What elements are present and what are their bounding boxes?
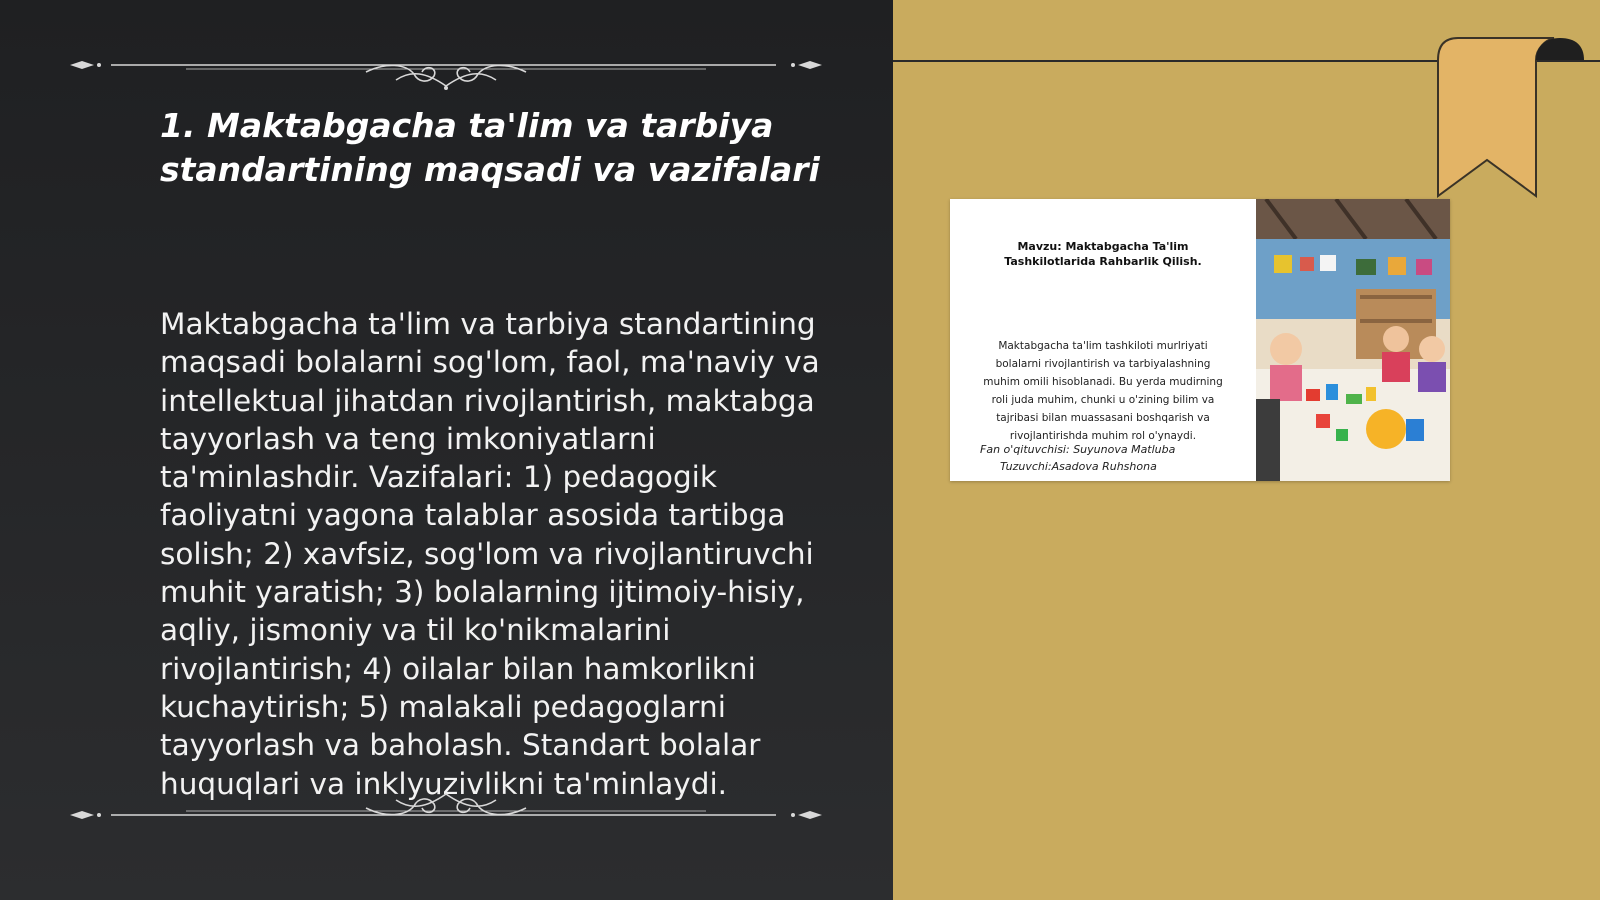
ornament-divider-icon [66,50,826,90]
slide-body-text: Maktabgacha ta'lim va tarbiya standartining maqsadi bolalarni sog'lom, faol, ma'naviy va intellektual jihatdan rivojlantirish, maktabga tayyorlash va teng imkoniyatlarni ta'minlashdir. Vazifalari: 1) pedagogik faoliyatni yagona talablar asosida tartibga solish; 2) xavfsiz, sog'lom va rivojlantiruvchi muhit yaratish; 3) bolalarning ijtimoiy-hisiy, aqliy, jismoniy va til ko'nikmalarini rivojlantirish; 4) oilalar bilan hamkorlikni kuchaytirish; 5) malakali pedagoglarni tayyorlash va baholash. Standart bolalar huquqlari va inklyuzivlikni ta'minlaydi. [160,307,820,801]
bookmark-ribbon-icon [1436,34,1586,204]
thumbnail-teacher: Fan o'qituvchisi: Suyunova Matluba [980,443,1176,456]
kindergarten-photo-icon [1256,199,1450,481]
thumbnail-text-area [950,199,1256,481]
thumbnail-author: Tuzuvchi:Asadova Ruhshona [1000,460,1157,473]
presentation-thumbnail [950,199,1450,481]
ornament-divider-icon [66,790,826,830]
thumbnail-title: Mavzu: Maktabgacha Ta'lim Tashkilotlarida Rahbarlik Qilish. [1004,240,1202,268]
slide-title: 1. Maktabgacha ta'lim va tarbiya standartining maqsadi va vazifalari [160,106,820,189]
thumbnail-text: Maktabgacha ta'lim tashkiloti murlriyati bolalarni rivojlantirish va tarbiyalashning muhim omili hisoblanadi. Bu yerda mudirning roli juda muhim, chunki u o'zining bilim va tajribasi bilan muassasani boshqarish va rivojlantirishda muhim rol o'ynaydi. [983,340,1223,442]
